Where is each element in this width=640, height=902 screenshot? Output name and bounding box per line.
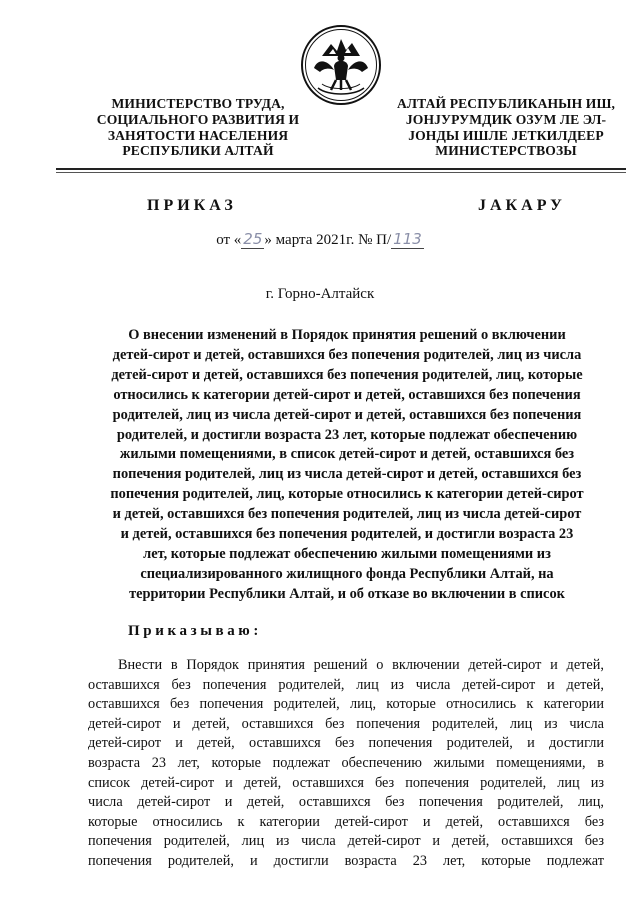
body-line: попечения родителей, и достигли возраста 23 лет, которые подлежат xyxy=(88,852,604,869)
doc-type-russian: ПРИКАЗ xyxy=(147,197,237,214)
body-line: детей-сирот и детей, оставшихся без попечения родителей, и достигли xyxy=(88,735,604,752)
order-date-number xyxy=(0,230,640,249)
body-line: детей-сирот и детей, оставшихся без попечения родителей, лиц из числа xyxy=(88,715,604,732)
coat-of-arms-emblem xyxy=(300,24,382,106)
body-paragraph xyxy=(88,656,604,872)
ministry-name-line: РЕСПУБЛИКИ АЛТАЙ xyxy=(122,143,274,159)
title-line: относились к категории детей-сирот и детей, оставшихся без попечения xyxy=(113,386,581,403)
ministry-name-line: ЗАНЯТОСТИ НАСЕЛЕНИЯ xyxy=(107,127,289,143)
ministry-name-line: ЈОНДЫ ИШЛЕ ЈЕТКИЛДЕЕР xyxy=(408,127,604,143)
title-line: лет, которые подлежат обеспечению жилыми помещениями из xyxy=(143,545,551,562)
title-line: и детей, оставшихся без попечения родителей, лиц из числа детей-сирот xyxy=(112,506,582,523)
ministry-name-line: МИНИСТЕРСТВОЗЫ xyxy=(435,143,577,159)
city-location: г. Горно-Алтайск xyxy=(265,286,375,302)
handwritten-day: 25 xyxy=(243,230,263,248)
title-line: попечения родителей, лиц, которые относились к категории детей-сирот xyxy=(110,486,584,503)
body-line: попечения родителей, лиц из числа детей-сирот и детей, оставшихся без xyxy=(88,833,604,850)
title-line: детей-сирот и детей, оставшихся без попечения родителей, лиц, которые xyxy=(111,366,583,383)
body-line: числа детей-сирот и детей, оставшихся без попечения родителей, лиц, xyxy=(88,794,604,811)
body-line: оставшихся без попечения родителей, лиц из числа детей-сирот и детей, xyxy=(88,676,604,693)
body-line: которые относились к категории детей-сирот и детей, оставшихся без xyxy=(88,813,604,830)
title-line: попечения родителей, лиц из числа детей-сирот и детей, оставшихся без xyxy=(112,466,582,483)
title-line: родителей, лиц из числа детей-сирот и детей, оставшихся без попечения xyxy=(112,406,582,423)
ministry-name-line: ЈОНЈУРУМДИК ОЗУМ ЛЕ ЭЛ- xyxy=(405,111,607,127)
body-line: Внести в Порядок принятия решений о включении детей-сирот и детей, xyxy=(118,657,604,673)
body-line: оставшихся без попечения родителей, лиц, которые относились к категории xyxy=(88,696,604,713)
title-line: жилыми помещениями, в список детей-сирот и детей, оставшихся без xyxy=(119,446,575,463)
ministry-name-line: АЛТАЙ РЕСПУБЛИКАНЫН ИШ, xyxy=(397,96,615,111)
doc-type-altai: ЈАКАРУ xyxy=(478,197,566,214)
title-line: территории Республики Алтай, и об отказе во включении в список xyxy=(129,585,565,602)
body-line: список детей-сирот и детей, оставшихся без попечения родителей, лиц из xyxy=(88,774,604,791)
document-title xyxy=(86,326,608,605)
ministry-name-altai xyxy=(386,96,626,159)
title-line: специализированного жилищного фонда Республики Алтай, на xyxy=(140,565,554,582)
body-line: возраста 23 лет, которые подлежат обеспечению жилыми помещениями, в xyxy=(88,754,604,771)
date-prefix: от « xyxy=(216,232,242,248)
ministry-name-russian xyxy=(86,96,310,159)
title-line: и детей, оставшихся без попечения родителей, и достигли возраста 23 xyxy=(120,526,574,543)
header-divider-thin xyxy=(56,172,626,173)
order-heading: Приказываю: xyxy=(128,623,262,639)
ministry-name-line: МИНИСТЕРСТВО ТРУДА, xyxy=(111,96,285,111)
handwritten-order-number: 113 xyxy=(393,230,422,248)
title-line: детей-сирот и детей, оставшихся без попечения родителей, лиц из числа xyxy=(112,346,582,363)
title-line: О внесении изменений в Порядок принятия решений о включении xyxy=(128,327,566,343)
date-middle: » марта 2021г. № П/ xyxy=(264,232,392,248)
ministry-name-line: СОЦИАЛЬНОГО РАЗВИТИЯ И xyxy=(96,111,300,127)
header-divider-thick xyxy=(56,168,626,170)
title-line: родителей, и достигли возраста 23 лет, которые подлежат обеспечению xyxy=(116,426,578,443)
